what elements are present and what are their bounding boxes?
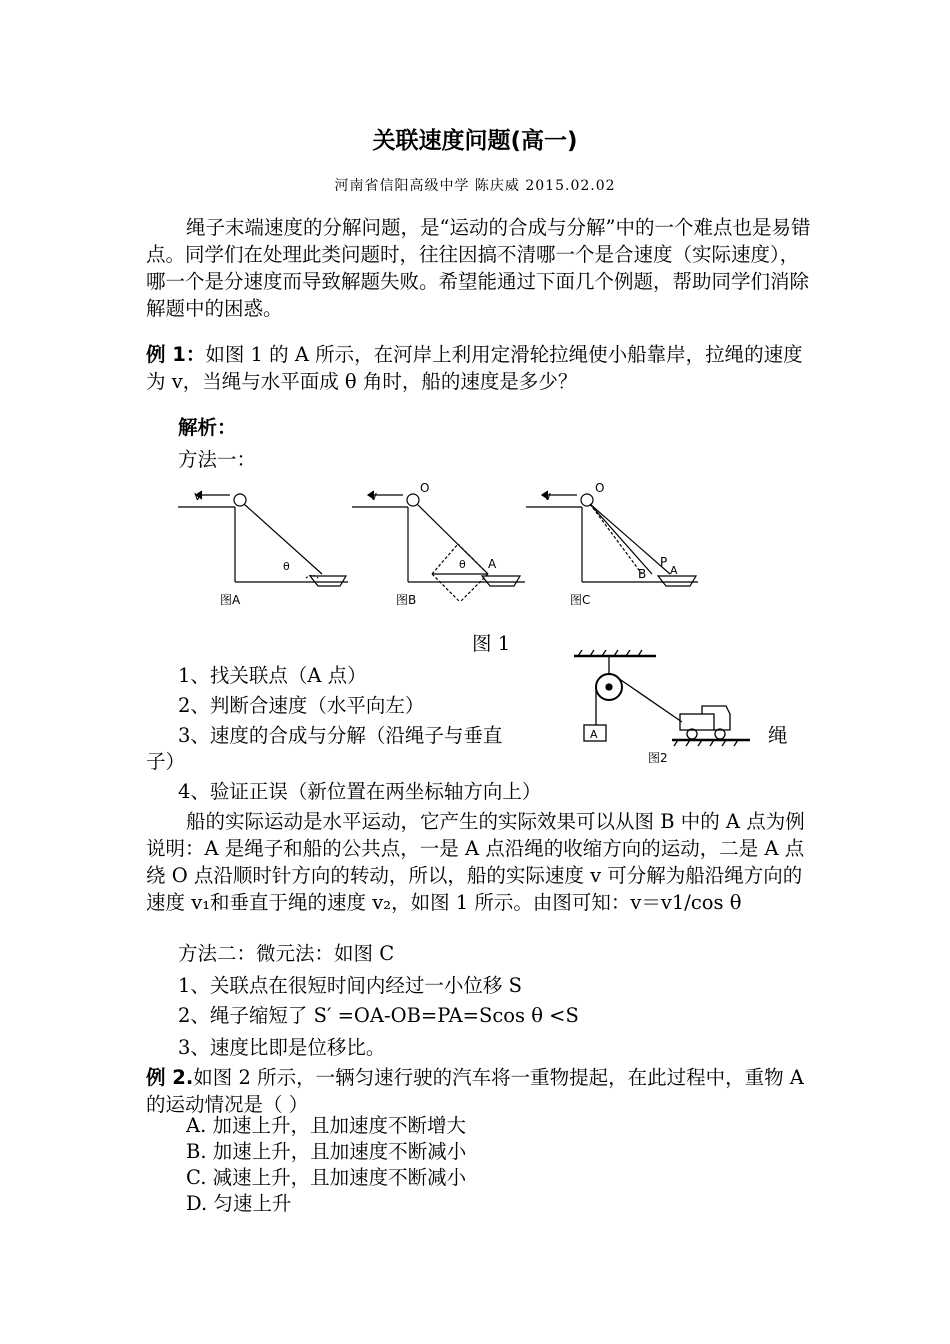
figure-1a <box>178 491 348 586</box>
author-line: 河南省信阳高级中学 陈庆威 2015.02.02 <box>334 178 616 194</box>
fig1a-v: v <box>194 489 202 503</box>
example-1 <box>146 341 814 395</box>
example-1-label: 例 1： <box>146 343 206 366</box>
method-2-step-1: 1、关联点在很短时间内经过一小位移 S <box>178 974 522 997</box>
example-2 <box>146 1064 814 1118</box>
figure-1b <box>352 491 525 602</box>
explanation-paragraph: 船的实际运动是水平运动，它产生的实际效果可以从图 B 中的 A 点为例说明：A 是绳子和船的公共点，一是 A 点沿绳的收缩方向的运动，二是 A 点绕 O 点沿顺时针方向的转动，所以，船的实际速度 v 可分解为船沿绳方向的速度 v₁和垂直于绳的速度 v₂，如图 1 所示。由图可知：v＝v1/cos θ <box>146 810 805 914</box>
method-2-title: 方法二：微元法：如图 C <box>178 942 395 965</box>
fig1b-o: O <box>420 481 430 495</box>
fig1b-a: A <box>488 557 497 571</box>
figure-2-caption: 图2 <box>648 751 668 765</box>
option-a: A. 加速上升，且加速度不断增大 <box>186 1114 466 1137</box>
fig1c-b: B <box>638 567 647 581</box>
step-4: 4、验证正误（新位置在两坐标轴方向上） <box>178 780 542 803</box>
option-c: C. 减速上升，且加速度不断减小 <box>186 1166 467 1189</box>
page-title: 关联速度问题(高一) <box>372 128 578 154</box>
option-d: D. 匀速上升 <box>186 1192 292 1215</box>
method-2-step-3: 3、速度比即是位移比。 <box>178 1036 386 1059</box>
step-1: 1、找关联点（A 点） <box>178 664 367 687</box>
option-b: B. 加速上升，且加速度不断减小 <box>186 1140 467 1163</box>
figure-1-diagram <box>170 478 710 618</box>
step-3: 3、速度的合成与分解（沿绳子与垂直 <box>178 724 503 747</box>
step-2: 2、判断合速度（水平向左） <box>178 694 425 717</box>
fig1c-a: A <box>670 564 678 577</box>
fig1c-p: P <box>660 555 668 569</box>
step-3-tail-right: 绳 <box>768 724 788 747</box>
fig1a-theta: θ <box>283 560 290 573</box>
fig2-block-label: A <box>590 728 598 741</box>
fig1-sub-b-caption: 图B <box>396 593 417 607</box>
analysis-label: 解析： <box>178 416 237 439</box>
fig1c-v: v <box>544 489 552 503</box>
fig1c-o: O <box>595 481 605 495</box>
figure-1-caption: 图 1 <box>472 632 511 655</box>
step-3-tail-left: 子） <box>146 750 186 773</box>
fig1b-theta: θ <box>459 558 466 571</box>
example-2-label: 例 2. <box>146 1066 194 1089</box>
fig1b-v: v <box>370 489 378 503</box>
example-1-text: 如图 1 的 A 所示，在河岸上利用定滑轮拉绳使小船靠岸，拉绳的速度为 v，当绳与水平面成 θ 角时，船的速度是多少？ <box>146 343 803 393</box>
fig1-sub-c-caption: 图C <box>570 593 591 607</box>
intro-paragraph: 绳子末端速度的分解问题，是“运动的合成与分解”中的一个难点也是易错点。同学们在处理此类问题时，往往因搞不清哪一个是合速度（实际速度），哪一个是分速度而导致解题失败。希望能通过下面几个例题，帮助同学们消除解题中的困惑。 <box>146 216 811 320</box>
method-2-step-2: 2、绳子缩短了 S′ =OA-OB=PA=Scos θ <S <box>178 1004 579 1027</box>
fig1-sub-a-caption: 图A <box>220 593 241 607</box>
figure-2-diagram <box>570 650 760 768</box>
example-2-text: 如图 2 所示，一辆匀速行驶的汽车将一重物提起，在此过程中，重物 A 的运动情况是（ ） <box>146 1066 804 1116</box>
method-1-label: 方法一： <box>178 448 257 471</box>
